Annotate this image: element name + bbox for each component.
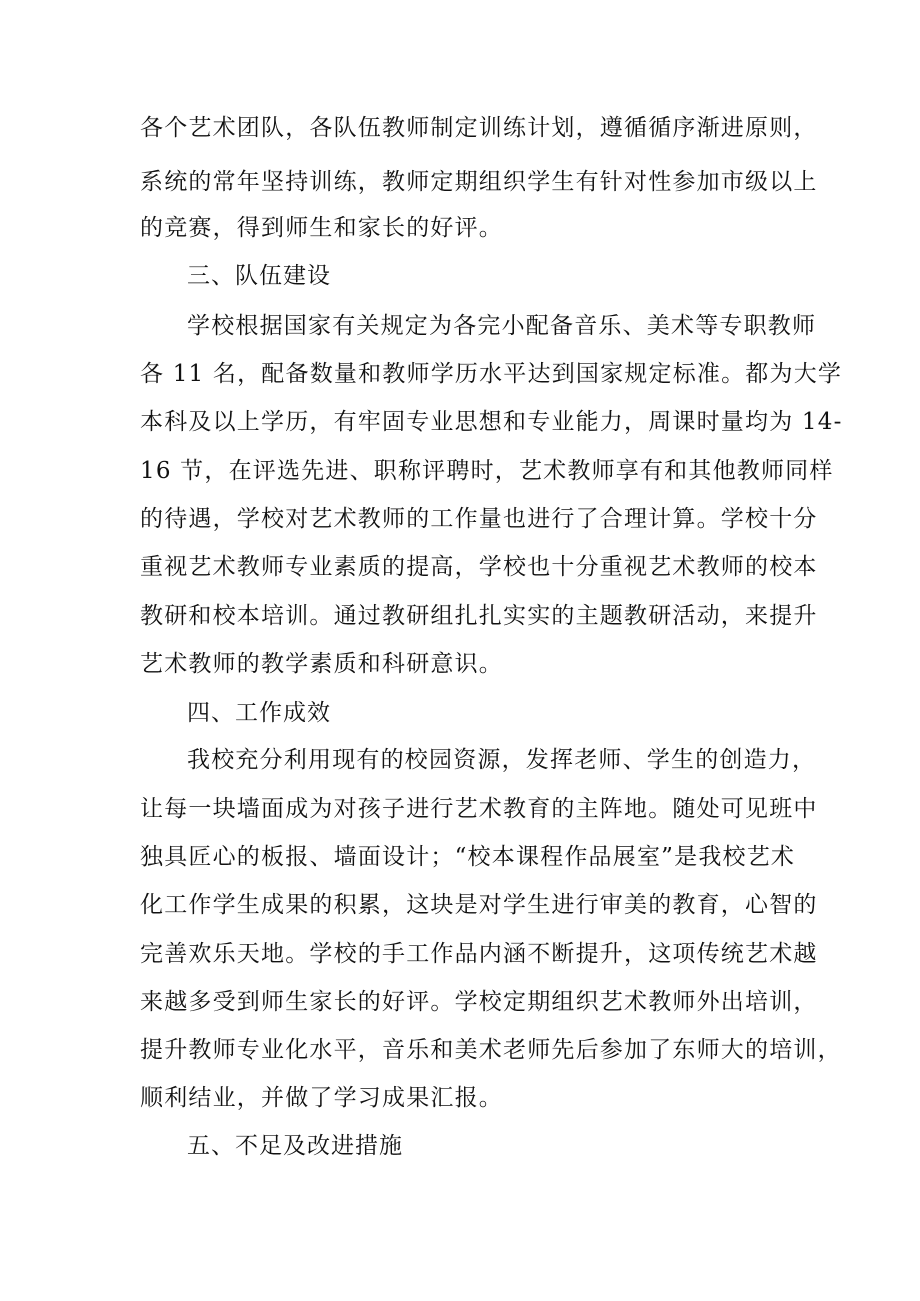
paragraph-line: 各 11 名，配备数量和教师学历水平达到国家规定标准。都为大学	[140, 361, 843, 387]
paragraph-line: 艺术教师的教学素质和科研意识。	[140, 651, 503, 677]
paragraph-line: 让每一块墙面成为对孩子进行艺术教育的主阵地。随处可见班中	[140, 796, 818, 822]
section-heading-work-results: 四、工作成效	[187, 700, 331, 726]
section-heading-shortcomings: 五、不足及改进措施	[187, 1133, 403, 1159]
paragraph-line: 各个艺术团队，各队伍教师制定训练计划，遵循循序渐进原则，	[140, 115, 818, 141]
paragraph-line: 提升教师专业化水平，音乐和美术老师先后参加了东师大的培训，	[140, 1037, 842, 1063]
paragraph-line: 重视艺术教师专业素质的提高，学校也十分重视艺术教师的校本	[140, 554, 818, 580]
paragraph-line: 16 节，在评选先进、职称评聘时，艺术教师享有和其他教师同样	[140, 458, 834, 484]
section-heading-team-building: 三、队伍建设	[187, 263, 331, 289]
paragraph-line: 系统的常年坚持训练，教师定期组织学生有针对性参加市级以上	[140, 169, 818, 195]
paragraph-line: 顺利结业，并做了学习成果汇报。	[140, 1085, 503, 1111]
paragraph-line: 本科及以上学历，有牢固专业思想和专业能力，周课时量均为 14-	[140, 409, 843, 435]
paragraph-line: 的待遇，学校对艺术教师的工作量也进行了合理计算。学校十分	[140, 506, 818, 532]
paragraph-line: 独具匠心的板报、墙面设计；“校本课程作品展室”是我校艺术	[140, 844, 796, 870]
paragraph-line: 教研和校本培训。通过教研组扎扎实实的主题教研活动，来提升	[140, 603, 818, 629]
paragraph-line: 的竞赛，得到师生和家长的好评。	[140, 215, 503, 241]
paragraph-line: 我校充分利用现有的校园资源，发挥老师、学生的创造力，	[187, 747, 817, 773]
paragraph-line: 来越多受到师生家长的好评。学校定期组织艺术教师外出培训，	[140, 989, 818, 1015]
paragraph-line: 完善欢乐天地。学校的手工作品内涵不断提升，这项传统艺术越	[140, 941, 818, 967]
paragraph-line: 化工作学生成果的积累，这块是对学生进行审美的教育，心智的	[140, 892, 818, 918]
paragraph-line: 学校根据国家有关规定为各完小配备音乐、美术等专职教师	[187, 313, 817, 339]
